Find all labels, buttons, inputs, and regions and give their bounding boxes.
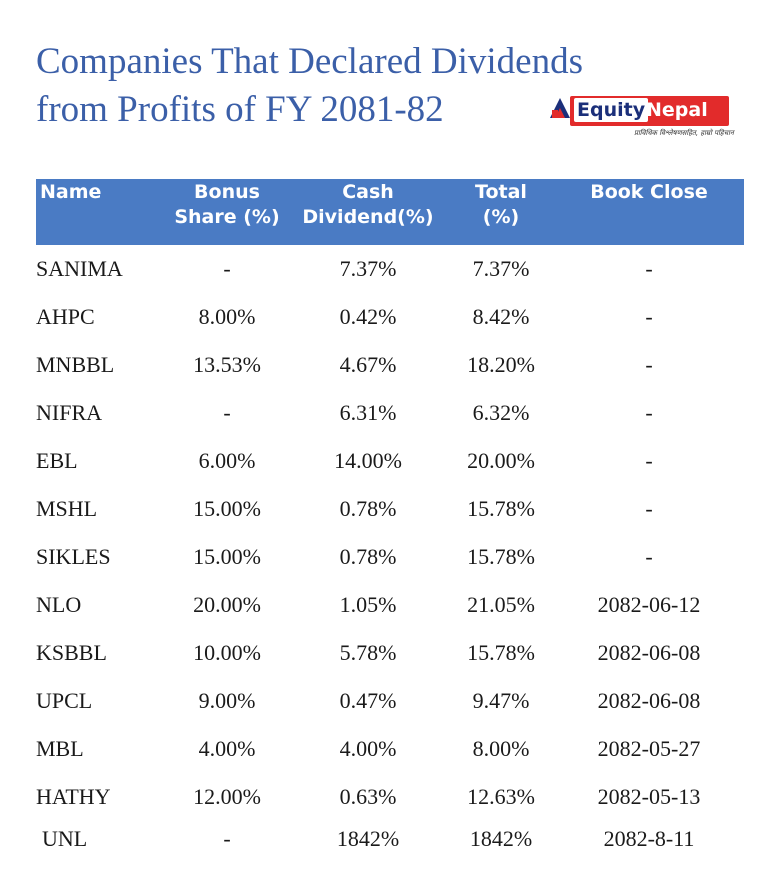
cell-book-close: - [645, 496, 653, 521]
cell-cash-dividend: 5.78% [339, 640, 397, 665]
header-total: Total (%) [475, 181, 527, 228]
cell-bonus-share: 20.00% [193, 592, 261, 617]
cell-name: MNBBL [36, 352, 115, 377]
table-row [36, 677, 744, 725]
cell-book-close: - [645, 400, 653, 425]
cell-cash-dividend: 4.00% [339, 736, 397, 761]
logo-tagline: प्राविधिक विश्लेषणसहित, हाम्रो पहिचान [634, 129, 734, 137]
cell-bonus-share: 15.00% [193, 496, 261, 521]
cell-book-close: 2082-06-08 [597, 640, 701, 665]
cell-book-close: - [645, 304, 653, 329]
table-row [36, 389, 744, 437]
table-header [36, 179, 744, 245]
title-line-2: from Profits of FY 2081-82 [36, 89, 444, 130]
logo-word-equity: Equity [574, 98, 648, 122]
cell-total: 20.00% [467, 448, 535, 473]
cell-bonus-share: 15.00% [193, 544, 261, 569]
cell-bonus-share: 13.53% [193, 352, 261, 377]
table-row [36, 821, 744, 857]
cell-total: 9.47% [472, 688, 530, 713]
cell-book-close: - [645, 352, 653, 377]
cell-bonus-share: - [223, 400, 231, 425]
cell-name: NLO [36, 592, 82, 617]
cell-name: EBL [36, 448, 78, 473]
cell-name: MSHL [36, 496, 98, 521]
cell-cash-dividend: 0.63% [339, 784, 397, 809]
cell-name: UNL [42, 826, 88, 851]
cell-book-close: 2082-8-11 [603, 826, 695, 851]
cell-name: KSBBL [36, 640, 107, 665]
cell-total: 6.32% [472, 400, 530, 425]
cell-bonus-share: - [223, 826, 231, 851]
table-row [36, 341, 744, 389]
logo-mark-icon [548, 96, 572, 120]
cell-name: SANIMA [36, 256, 123, 281]
cell-total: 7.37% [472, 256, 530, 281]
cell-book-close: 2082-05-13 [597, 784, 701, 809]
cell-cash-dividend: 7.37% [339, 256, 397, 281]
dividends-table [36, 179, 744, 857]
cell-name: AHPC [36, 304, 95, 329]
cell-cash-dividend: 14.00% [334, 448, 402, 473]
cell-cash-dividend: 6.31% [339, 400, 397, 425]
cell-cash-dividend: 1.05% [339, 592, 397, 617]
equity-nepal-logo [548, 94, 733, 144]
cell-book-close: - [645, 448, 653, 473]
cell-name: NIFRA [36, 400, 103, 425]
table-row [36, 437, 744, 485]
cell-name: UPCL [36, 688, 93, 713]
cell-bonus-share: 9.00% [198, 688, 256, 713]
cell-cash-dividend: 0.47% [339, 688, 397, 713]
cell-name: MBL [36, 736, 84, 761]
cell-bonus-share: 12.00% [193, 784, 261, 809]
cell-bonus-share: 6.00% [198, 448, 256, 473]
table-row [36, 245, 744, 293]
cell-bonus-share: 8.00% [198, 304, 256, 329]
cell-book-close: 2082-06-12 [597, 592, 701, 617]
cell-book-close: - [645, 256, 653, 281]
header-bonus-share: Bonus Share (%) [174, 181, 280, 228]
cell-total: 8.00% [472, 736, 530, 761]
cell-total: 15.78% [467, 640, 535, 665]
cell-cash-dividend: 0.78% [339, 496, 397, 521]
table-row [36, 629, 744, 677]
cell-bonus-share: 10.00% [193, 640, 261, 665]
table-body [36, 245, 744, 857]
cell-book-close: 2082-06-08 [597, 688, 701, 713]
title-line-1: Companies That Declared Dividends [36, 41, 583, 82]
header-name: Name [40, 181, 102, 203]
cell-total: 12.63% [467, 784, 535, 809]
table-row [36, 485, 744, 533]
cell-bonus-share: 4.00% [198, 736, 256, 761]
cell-cash-dividend: 1842% [336, 826, 400, 851]
cell-total: 18.20% [467, 352, 535, 377]
cell-total: 15.78% [467, 544, 535, 569]
table-row [36, 773, 744, 821]
header-cash-dividend: Cash Dividend(%) [302, 181, 434, 228]
cell-total: 15.78% [467, 496, 535, 521]
cell-total: 8.42% [472, 304, 530, 329]
cell-total: 21.05% [467, 592, 535, 617]
table-row [36, 581, 744, 629]
table-row [36, 293, 744, 341]
cell-cash-dividend: 0.78% [339, 544, 397, 569]
cell-total: 1842% [469, 826, 533, 851]
table-row [36, 725, 744, 773]
cell-cash-dividend: 0.42% [339, 304, 397, 329]
cell-bonus-share: - [223, 256, 231, 281]
logo-word-nepal: Nepal [646, 99, 708, 121]
cell-book-close: - [645, 544, 653, 569]
header-book-close: Book Close [590, 181, 708, 203]
cell-cash-dividend: 4.67% [339, 352, 397, 377]
cell-book-close: 2082-05-27 [597, 736, 701, 761]
table-row [36, 533, 744, 581]
cell-name: HATHY [36, 784, 111, 809]
cell-name: SIKLES [36, 544, 111, 569]
